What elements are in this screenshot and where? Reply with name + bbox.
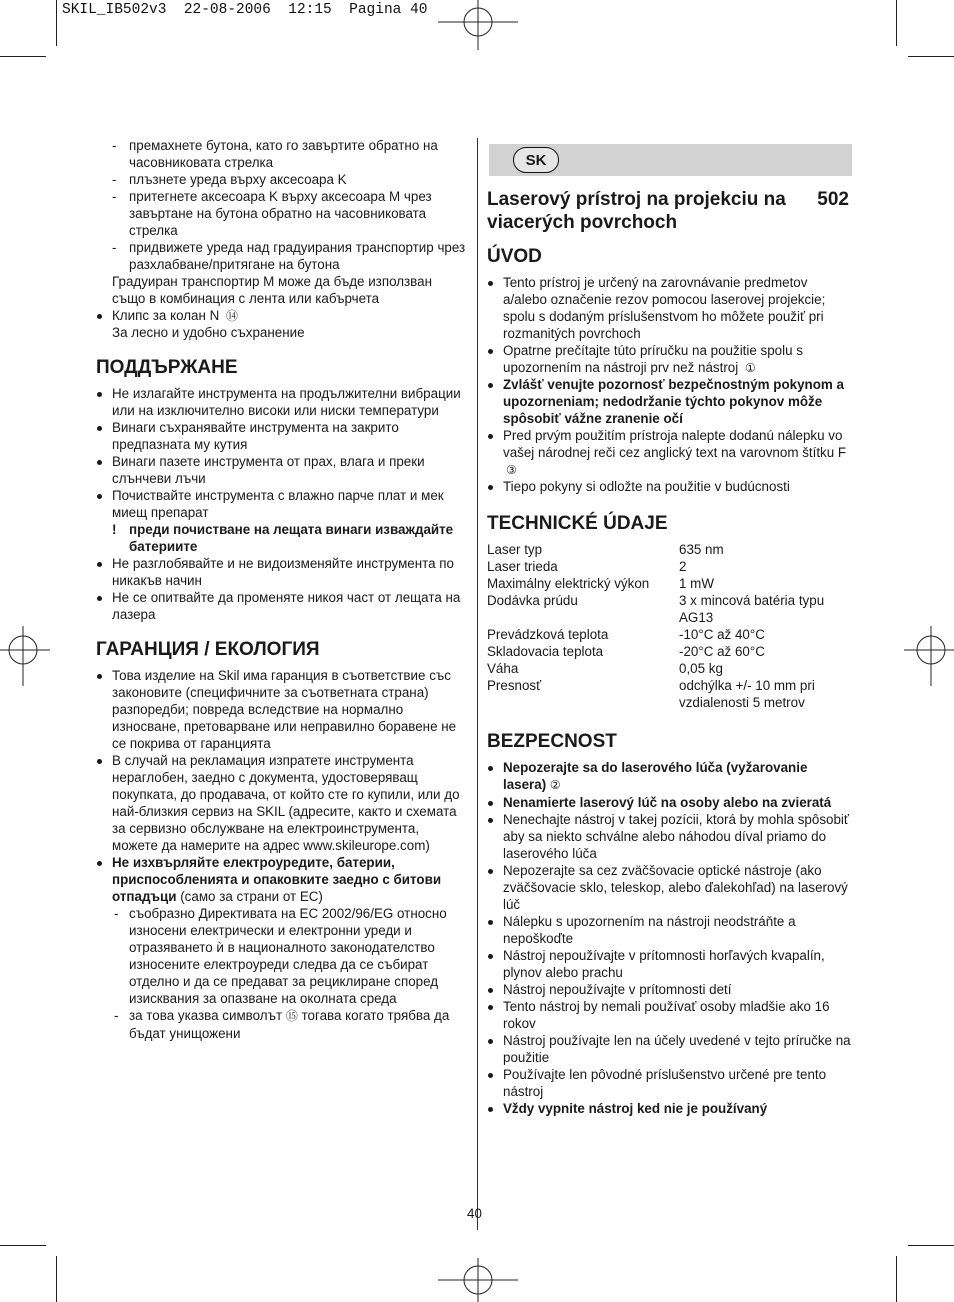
section-title: BEZPECNOST <box>487 731 617 752</box>
section-title: TECHNICKÉ ÚDAJE <box>487 513 668 534</box>
registration-mark-icon <box>0 626 50 686</box>
ref-number: ① <box>744 361 756 375</box>
list-item: Nenechajte nástroj v takej pozícii, ktorá by mohla spôsobiť aby sa niekto schválne alebo náhodou díval priamo do laserového lúča <box>487 811 851 862</box>
spec-label: Skladovacia teplota <box>487 644 604 659</box>
section-title: ПОДДЪРЖАНЕ <box>96 357 238 378</box>
print-header: SKIL_IB502v3 22-08-2006 12:15 Pagina 40 <box>62 2 428 18</box>
spec-label: Dodávka prúdu <box>487 593 578 608</box>
list-item: Nálepku s upozornením na nástroji neodstráňte a nepoškoďte <box>487 913 851 947</box>
crop-mark <box>0 56 46 57</box>
ref-number: ② <box>549 778 561 792</box>
text: Opatrne prečítajte túto príručku na použitie spolu s upozornením na nástroji prv než nástroj <box>503 343 803 375</box>
list-item: - плъзнете уреда върху аксесоара K <box>96 171 468 188</box>
right-column <box>487 246 851 1117</box>
list-item: Nenamierte laserový lúč na osoby alebo na zvieratá <box>487 794 851 811</box>
crop-mark <box>56 1256 57 1302</box>
crop-mark <box>896 0 897 46</box>
spec-value: 1 mW <box>679 576 714 591</box>
spec-label: Váha <box>487 661 519 676</box>
registration-mark-icon <box>438 1258 518 1302</box>
registration-mark-icon <box>438 0 518 50</box>
text: Pred prvým použitím prístroja nalepte dodanú nálepku vo vašej národnej reči cez anglický text na varovnom štítku F <box>503 428 847 460</box>
spec-label: Prevádzková teplota <box>487 627 609 642</box>
list-item <box>487 427 851 478</box>
list-item: Zvlášť venujte pozornosť bezpečnostným pokynom a upozorneniam; nedodržanie týchto pokynov môže spôsobiť vážne zranenie očí <box>487 376 851 427</box>
spec-label: Laser typ <box>487 542 543 557</box>
list-item: Не разглобявайте и не видоизменяйте инструмента по никакъв начин <box>96 555 468 589</box>
warning-item: ! преди почистване на лещата винаги изваждайте батериите <box>96 521 468 555</box>
registration-mark-icon <box>904 626 954 686</box>
crop-mark <box>908 56 954 57</box>
ref-number: ⑮ <box>285 1009 298 1023</box>
list-item: - притегнете аксесоара K върху аксесоара M чрез завъртане на бутона обратно на часовниковата стрелка <box>96 188 468 239</box>
text: Nepozerajte sa do laserového lúča (vyžarovanie lasera) <box>503 760 808 792</box>
list-item <box>96 854 468 905</box>
list-item: Tento nástroj by nemali používať osoby mladšie ako 16 rokov <box>487 998 851 1032</box>
product-name: Laserový prístroj na projekciu na viacerých povrchoch <box>487 189 786 233</box>
list-item: Vždy vypnite nástroj ked nie je používaný <box>487 1100 851 1117</box>
list-item: - придвижете уреда над градуирания транспортир чрез разхлабване/притягане на бутона <box>96 239 468 273</box>
spec-value: 2 <box>679 559 687 574</box>
list-item: Градуиран транспортир M може да бъде използван също в комбинация с лента или кабърчета <box>112 274 432 306</box>
product-title <box>487 188 851 234</box>
crop-mark <box>56 0 57 46</box>
spec-value: -10°C až 40°C <box>679 627 765 642</box>
spec-value: 635 nm <box>679 542 724 557</box>
crop-mark <box>908 1245 954 1246</box>
list-item: Nástroj nepoužívajte v prítomnosti horľavých kvapalín, plynov alebo prachu <box>487 947 851 981</box>
spec-value: 0,05 kg <box>679 661 723 676</box>
clip-label: Клипс за колан N <box>112 308 220 323</box>
list-item: Používajte len pôvodné príslušenstvo určené pre tento nástroj <box>487 1066 851 1100</box>
list-item <box>487 342 851 376</box>
ref-number: ③ <box>506 463 517 477</box>
list-item: За лесно и удобно съхранение <box>112 325 305 340</box>
crop-mark <box>896 1256 897 1302</box>
spec-label: Maximálny elektrický výkon <box>487 576 650 591</box>
list-item <box>487 759 851 794</box>
list-item: Tiepo pokyny si odložte na použitie v budúcnosti <box>487 478 851 495</box>
list-item: Почиствайте инструмента с влажно парче плат и мек миещ препарат <box>96 487 468 521</box>
crop-mark <box>0 1245 46 1246</box>
list-item: Не се опитвайте да променяте никоя част от лещата на лазера <box>96 589 468 623</box>
product-number: 502 <box>817 189 849 210</box>
list-item: Винаги съхранявайте инструмента на закрито предпазната му кутия <box>96 419 468 453</box>
bold-text: Не изхвърляйте електроуредите, батерии, приспособленията и опаковките заедно с битови отпадъци <box>112 855 442 904</box>
list-item: Винаги пазете инструмента от прах, влага и преки слънчеви лъчи <box>96 453 468 487</box>
left-column <box>96 137 468 1042</box>
text: тогава когато трябва да бъдат унищожени <box>129 1008 450 1041</box>
spec-value: 3 x mincová batéria typu AG13 <box>679 593 825 625</box>
list-item: Nástroj nepoužívajte v prítomnosti detí <box>487 981 851 998</box>
language-bar <box>489 144 852 176</box>
spec-value: -20°C až 60°C <box>679 644 765 659</box>
text: за това указва символът <box>129 1008 283 1023</box>
list-item: Не излагайте инструмента на продължителни вибрации или на изключително високи или ниски температури <box>96 385 468 419</box>
section-title: ÚVOD <box>487 246 542 267</box>
list-item: Това изделие на Skil има гаранция в съответствие със законовите (специфичните за съответната страна) разпоредби; повреда вследствие на нормално износване, претоварване или неправилно боравене не се покрива от гаранцията <box>96 667 468 752</box>
spec-table <box>487 541 851 711</box>
list-item: - съобразно Директивата на ЕС 2002/96/EG относно износени електрически и електронни уреди и отразяването ѝ в националното законодателство износените електроуреди следва да се събират отделно и да се предават за рециклиране според изисквания за опазване на околната среда <box>96 905 468 1007</box>
section-title: ГАРАНЦИЯ / ЕКОЛОГИЯ <box>96 639 320 660</box>
language-badge: SK <box>513 147 559 173</box>
list-item: - премахнете бутона, като го завъртите обратно на часовниковата стрелка <box>96 137 468 171</box>
spec-label: Laser trieda <box>487 559 558 574</box>
list-item: Nástroj používajte len na účely uvedené v tejto príručke na použitie <box>487 1032 851 1066</box>
ref-number: ⑭ <box>226 309 239 323</box>
list-item <box>96 307 468 324</box>
list-item: Nepozerajte sa cez zväčšovacie optické nástroje (ako zväčšovacie sklo, teleskop, alebo ďalekohľad) na laserový lúč <box>487 862 851 913</box>
list-item <box>96 1007 468 1042</box>
page-number: 40 <box>467 1206 482 1221</box>
text: (само за страни от ЕС) <box>176 889 323 904</box>
list-item: В случай на рекламация изпратете инструмента нераглобен, заедно с документа, удостоверяващ покупката, до продавача, от който сте го купили, или до най-близкия сервиз на SKIL (адресите, както и схемата за сервизно обслужване на електроинструмента, можете да намерите на адрес www.skileurope.com) <box>96 752 468 854</box>
list-item: Tento prístroj je určený na zarovnávanie predmetov a/alebo označenie rezov pomocou laserovej projekcie; spolu s dodaným príslušenstvom ho môžete použiť pri rozmanitých povrchoch <box>487 274 851 342</box>
column-divider <box>477 138 478 1230</box>
spec-value: odchýlka +/- 10 mm pri vzdialenosti 5 metrov <box>679 678 815 710</box>
spec-label: Presnosť <box>487 678 542 693</box>
